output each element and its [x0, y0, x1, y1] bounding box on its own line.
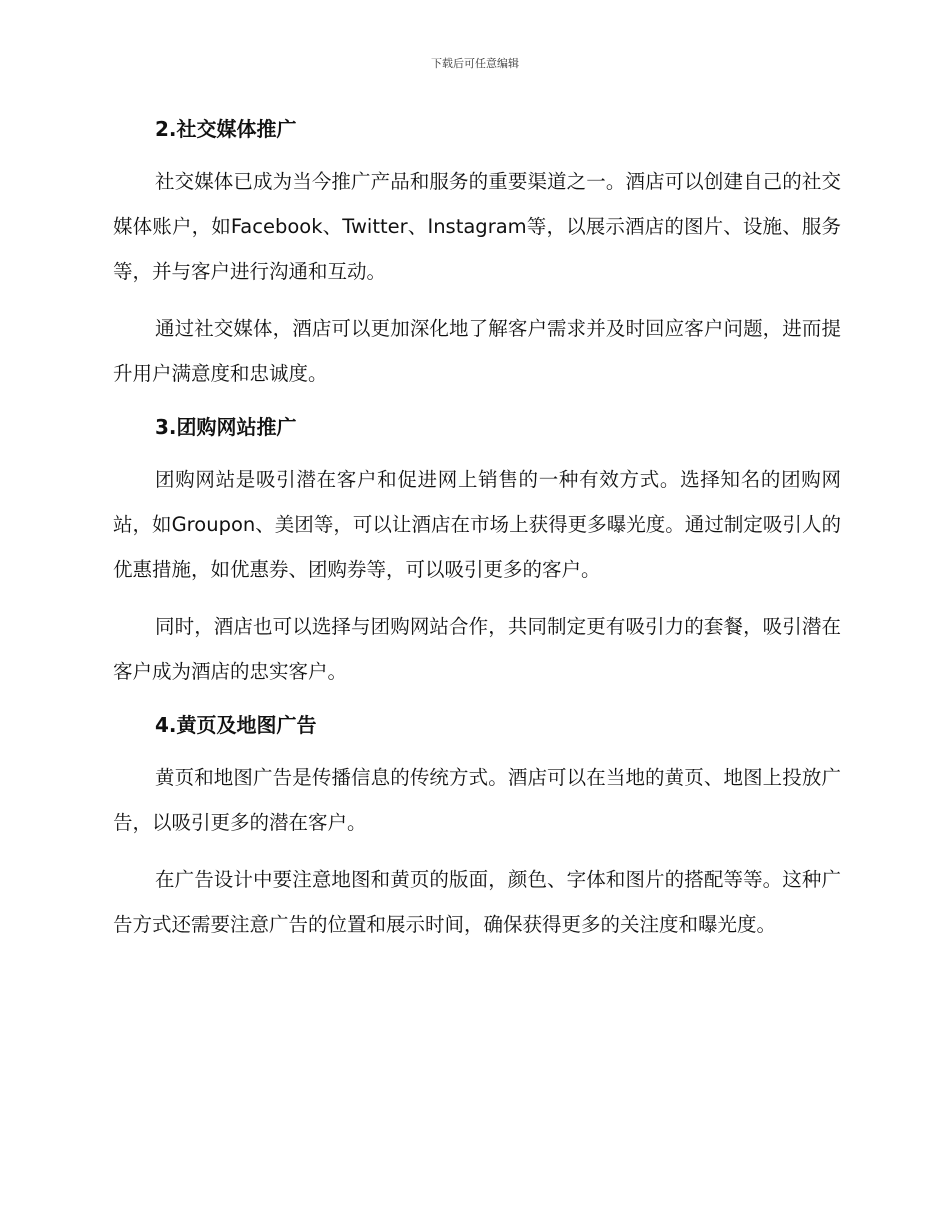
- section-heading: 3.团购网站推广: [155, 415, 297, 439]
- paragraph: 通过社交媒体，酒店可以更加深化地了解客户需求并及时回应客户问题，进而提升用户满意度和忠诚度。: [113, 317, 841, 385]
- paragraph: 社交媒体已成为当今推广产品和服务的重要渠道之一。酒店可以创建自己的社交媒体账户，如Facebook、Twitter、Instagram等，以展示酒店的图片、设施、服务等，并与客户进行沟通和互动。: [113, 170, 841, 283]
- section-group-buying: [113, 408, 841, 694]
- section-yellow-pages-map-ads: [113, 706, 841, 947]
- header-note: 下载后可任意编辑: [431, 57, 519, 70]
- paragraph: 在广告设计中要注意地图和黄页的版面，颜色、字体和图片的搭配等等。这种广告方式还需要注意广告的位置和展示时间，确保获得更多的关注度和曝光度。: [113, 868, 841, 936]
- paragraph: 团购网站是吸引潜在客户和促进网上销售的一种有效方式。选择知名的团购网站，如Groupon、美团等，可以让酒店在市场上获得更多曝光度。通过制定吸引人的优惠措施，如优惠券、团购券等，可以吸引更多的客户。: [113, 468, 841, 581]
- paragraph: 同时，酒店也可以选择与团购网站合作，共同制定更有吸引力的套餐，吸引潜在客户成为酒店的忠实客户。: [113, 615, 841, 683]
- section-heading: 2.社交媒体推广: [155, 117, 297, 141]
- section-heading: 4.黄页及地图广告: [155, 713, 317, 737]
- document-body: [113, 110, 841, 947]
- section-social-media: [113, 110, 841, 396]
- paragraph: 黄页和地图广告是传播信息的传统方式。酒店可以在当地的黄页、地图上投放广告，以吸引更多的潜在客户。: [113, 766, 841, 834]
